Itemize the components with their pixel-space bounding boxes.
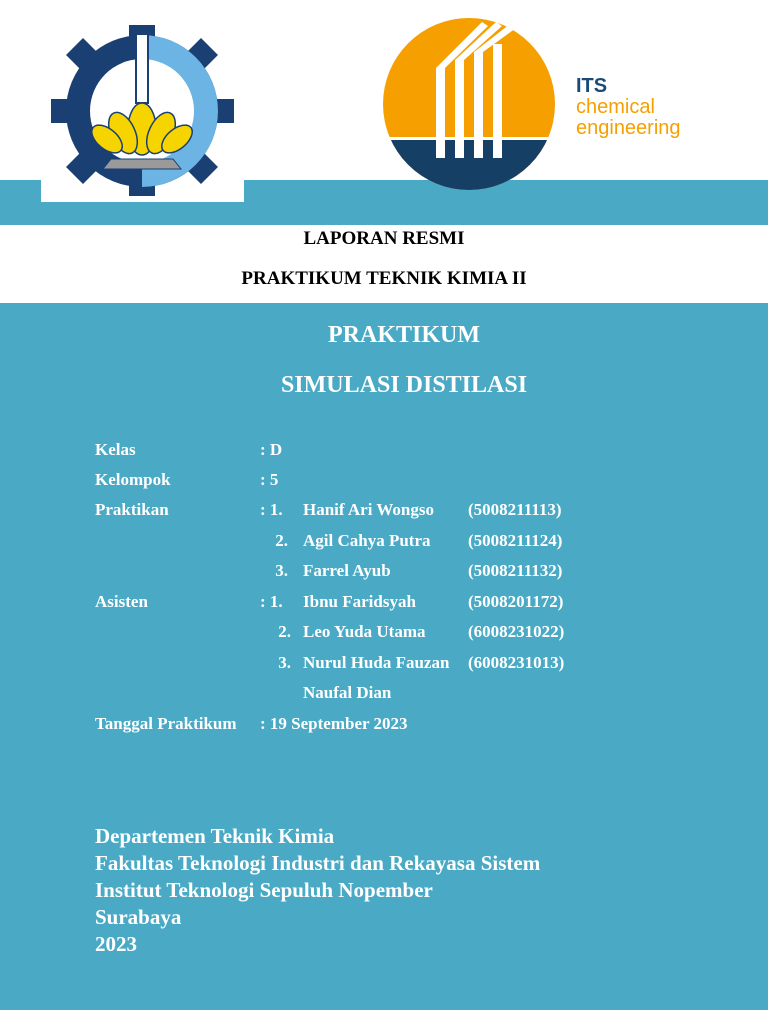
footer-institute: Institut Teknologi Sepuluh Nopember bbox=[95, 878, 433, 902]
praktikan-nim: (5008211124) bbox=[468, 531, 563, 550]
asisten-number: 2. bbox=[278, 622, 291, 641]
practicum-title-line2: SIMULASI DISTILASI bbox=[280, 372, 528, 398]
kelompok-value: : 5 bbox=[260, 470, 279, 489]
its-chemical-engineering-logo bbox=[378, 18, 568, 194]
asisten-name: Naufal Dian bbox=[303, 683, 392, 702]
asisten-label: Asisten bbox=[95, 592, 148, 611]
praktikan-name: Agil Cahya Putra bbox=[303, 531, 431, 550]
kelompok-label: Kelompok bbox=[95, 470, 171, 489]
asisten-name: Nurul Huda Fauzan bbox=[303, 653, 450, 672]
kelas-label: Kelas bbox=[95, 440, 136, 459]
asisten-name: Ibnu Faridsyah bbox=[303, 592, 416, 611]
footer-city: Surabaya bbox=[95, 905, 182, 929]
its-emblem-logo bbox=[41, 19, 244, 202]
report-heading-line2: PRAKTIKUM TEKNIK KIMIA II bbox=[241, 268, 527, 289]
asisten-sep: : 1. bbox=[260, 592, 283, 611]
chem-logo-its: ITS bbox=[576, 75, 608, 97]
praktikan-number: 3. bbox=[275, 561, 288, 580]
tanggal-label: Tanggal Praktikum bbox=[95, 714, 237, 733]
tanggal-value: : 19 September 2023 bbox=[260, 714, 408, 733]
praktikan-sep: : 1. bbox=[260, 500, 283, 519]
footer-faculty: Fakultas Teknologi Industri dan Rekayasa Sistem bbox=[95, 851, 541, 875]
chem-logo-text bbox=[576, 76, 681, 139]
asisten-nim: (6008231013) bbox=[468, 653, 565, 672]
report-heading-line1: LAPORAN RESMI bbox=[303, 228, 465, 249]
praktikan-number: 2. bbox=[275, 531, 288, 550]
footer-department: Departemen Teknik Kimia bbox=[95, 824, 335, 848]
chem-logo-line2: engineering bbox=[576, 117, 681, 139]
asisten-number: 3. bbox=[278, 653, 291, 672]
praktikan-nim: (5008211113) bbox=[468, 500, 562, 519]
praktikan-nim: (5008211132) bbox=[468, 561, 563, 580]
praktikan-name: Hanif Ari Wongso bbox=[303, 500, 434, 519]
footer-year: 2023 bbox=[95, 932, 137, 956]
asisten-nim: (6008231022) bbox=[468, 622, 565, 641]
institution-footer bbox=[95, 823, 540, 958]
praktikan-name: Farrel Ayub bbox=[303, 561, 391, 580]
asisten-name: Leo Yuda Utama bbox=[303, 622, 426, 641]
praktikan-label: Praktikan bbox=[95, 500, 169, 519]
chem-logo-line1: chemical bbox=[576, 96, 655, 118]
practicum-title-line1: PRAKTIKUM bbox=[328, 322, 480, 348]
asisten-nim: (5008201172) bbox=[468, 592, 564, 611]
kelas-value: : D bbox=[260, 440, 283, 459]
